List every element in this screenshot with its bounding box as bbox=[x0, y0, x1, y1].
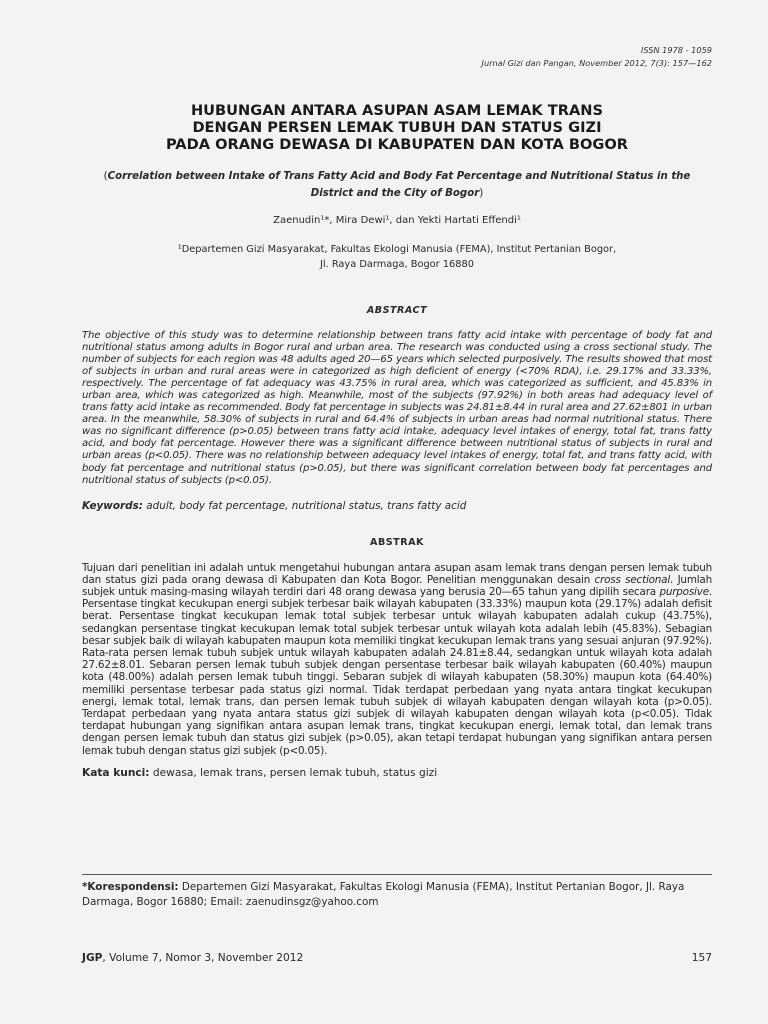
page-number: 157 bbox=[691, 952, 712, 964]
page-footer bbox=[82, 952, 712, 964]
paper-page bbox=[82, 44, 712, 779]
correspondence-divider bbox=[82, 874, 712, 875]
correspondence-note: *Korespondensi: Departemen Gizi Masyarakat, Fakultas Ekologi Manusia (FEMA), Institut Pertanian Bogor, Jl. Raya Darmaga, Bogor 16880; Email: zaenudinsgz@yahoo.com bbox=[82, 881, 685, 908]
title-line-2: DENGAN PERSEN LEMAK TUBUH DAN STATUS GIZI bbox=[192, 119, 602, 136]
title-line-3: PADA ORANG DEWASA DI KABUPATEN DAN KOTA BOGOR bbox=[165, 136, 629, 153]
issue-info: , Volume 7, Nomor 3, November 2012 bbox=[102, 952, 304, 964]
running-header bbox=[82, 44, 712, 70]
english-title: (Correlation between Intake of Trans Fatty Acid and Body Fat Percentage and Nutritional Status in the District and the City of Bogor) bbox=[103, 171, 691, 199]
journal-abbr: JGP bbox=[82, 952, 103, 964]
journal-citation: Jurnal Gizi dan Pangan, November 2012, 7(3): 157—162 bbox=[481, 58, 712, 68]
issn: ISSN 1978 - 1059 bbox=[640, 45, 712, 55]
english-title-text: Correlation between Intake of Trans Fatty Acid and Body Fat Percentage and Nutritional Status in the District and the City of Bogor bbox=[107, 171, 691, 199]
kata-kunci: Kata kunci: dewasa, lemak trans, persen lemak tubuh, status gizi bbox=[82, 766, 438, 779]
affiliation: ¹Departemen Gizi Masyarakat, Fakultas Ekologi Manusia (FEMA), Institut Pertanian Bogor, Jl. Raya Darmaga, Bogor 16880 bbox=[177, 244, 617, 270]
keywords: Keywords: adult, body fat percentage, nutritional status, trans fatty acid bbox=[82, 499, 467, 512]
abstract-heading: ABSTRACT bbox=[366, 305, 428, 316]
abstrak-body: Tujuan dari penelitian ini adalah untuk mengetahui hubungan antara asupan asam lemak trans dengan persen lemak tubuh dan status gizi pada orang dewasa di Kabupaten dan Kota Bogor. Penelitian menggunakan desain cross sectional. Jumlah subjek untuk masing-masing wilayah terdiri dari 48 orang dewasa yang berusia 20—65 tahun yang dipilih secara purposive. Persentase tingkat kecukupan energi subjek terbesar baik wilayah kabupaten (33.33%) maupun kota (29.17%) adalah defisit berat. Persentase tingkat kecukupan lemak total subjek terbesar untuk wilayah kabupaten adalah cukup (43.75%), sedangkan persentase tingkat kecukupan lemak total subjek terbesar untuk wilayah kota adalah lebih (45.83%). Sebagian besar subjek baik di wilayah kabupaten maupun kota memiliki tingkat kecukupan lemak trans yang sesuai anjuran (97.92%). Rata-rata persen lemak tubuh subjek untuk wilayah kabupaten adalah 24.81±8.44, sedangkan untuk wilayah kota adalah 27.62±8.01. Sebaran persen lemak tubuh subjek dengan persentase terbesar baik wilayah kabupaten (60.40%) maupun kota (48.00%) adalah persen lemak tubuh tinggi. Sebaran subjek di wilayah kabupaten (58.30%) maupun kota (64.40%) memiliki persentase terbesar pada status gizi normal. Tidak terdapat perbedaan yang nyata antara tingkat kecukupan energi, lemak total, lemak trans, dan persen lemak tubuh subjek di wilayah kabupaten dengan wilayah kota (p>0.05). Terdapat perbedaan yang nyata antara status gizi subjek di wilayah kabupaten dengan wilayah kota (p<0.05). Tidak terdapat hubungan yang signifikan antara asupan lemak trans, tingkat kecukupan energi, lemak total, dan lemak trans dengan persen lemak tubuh dan status gizi subjek (p>0.05), akan tetapi terdapat hubungan yang signifikan antara persen lemak tubuh dengan status gizi subjek (p<0.05). bbox=[82, 561, 712, 757]
paper-title bbox=[82, 102, 712, 153]
abstract-body: The objective of this study was to determine relationship between trans fatty acid intake with percentage of body fat and nutritional status among adults in Bogor rural and urban area. The research was conducted using a cross sectional study. The number of subjects for each region was 48 adults aged 20—65 years which selected purposively. The results showed that most of subjects in urban and rural areas were in categorized as high deficient of energy (<70% RDA), i.e. 29.17% and 33.33%, respectively. The percentage of fat adequacy was 43.75% in rural area, which was categorized as sufficient, and 45.83% in urban area, which was categorized as high. Meanwhile, most of the subjects (97.92%) in both areas had adequacy level of trans fatty acid intake as recommended. Body fat percentage in subjects was 24.81±8.44 in rural area and 27.62±801 in urban area. In the meanwhile, 58.30% of subjects in rural and 64.4% of subjects in urban areas had normal nutritional status. There was no significant difference (p>0.05) between trans fatty acid intake, adequacy level intakes of energy, total fat, trans fatty acid, and body fat percentage. However there was a significant difference between nutritional status of subjects in rural and urban areas (p<0.05). There was no relationship between adequacy level intakes of energy, total fat, and trans fatty acid, with body fat percentage and nutritional status (p>0.05), but there was significant correlation between body fat percentages and nutritional status of subjects (p<0.05). bbox=[82, 330, 712, 486]
title-line-1: HUBUNGAN ANTARA ASUPAN ASAM LEMAK TRANS bbox=[190, 102, 604, 119]
authors: Zaenudin¹*, Mira Dewi¹, dan Yekti Hartati Effendi¹ bbox=[273, 215, 521, 226]
abstrak-heading: ABSTRAK bbox=[370, 536, 424, 548]
